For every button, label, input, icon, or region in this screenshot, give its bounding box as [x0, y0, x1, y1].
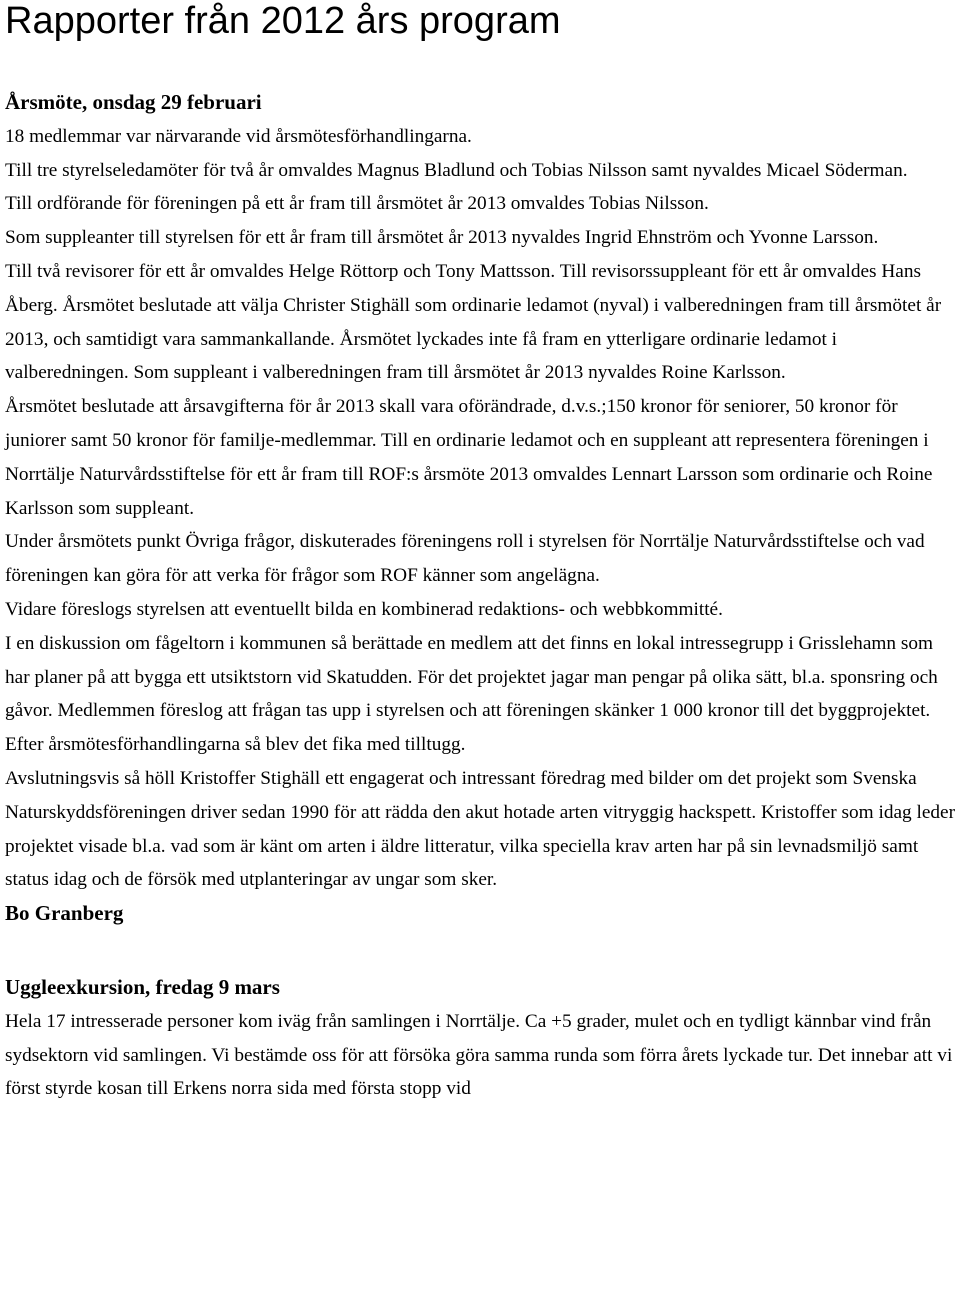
signature: Bo Granberg: [5, 901, 124, 926]
section-arsmote: [5, 86, 957, 931]
paragraph: I en diskussion om fågeltorn i kommunen så berättade en medlem att det finns en lokal intressegrupp i Grisslehamn som har planer på att bygga ett utsiktstorn vid Skatudden. För det projektet jagar man pengar på olika sätt, bl.a. sponsring och gåvor. Medlemmen föreslog att frågan tas upp i styrelsen och att föreningen skänker 1 000 kronor till det byggprojektet.: [5, 632, 938, 722]
section-heading: Årsmöte, onsdag 29 februari: [5, 90, 262, 114]
paragraph: Avslutningsvis så höll Kristoffer Stighäll ett engagerat och intressant föredrag med bilder om det projekt som Svenska Naturskyddsföreningen driver sedan 1990 för att rädda den akut hotade arten vitryggig hackspett. Kristoffer som idag leder projektet visade bl.a. vad som är känt om arten i äldre litteratur, vilka speciella krav arten har på sin levnadsmiljö samt status idag och de försök med utplanteringar av ungar som sker.: [5, 767, 956, 891]
paragraph: Till tre styrelseledamöter för två år omvaldes Magnus Bladlund och Tobias Nilsson samt nyvaldes Micael Söderman.: [5, 159, 908, 181]
paragraph: Till två revisorer för ett år omvaldes Helge Röttorp och Tony Mattsson. Till revisorssuppleant för ett år omvaldes Hans Åberg. Årsmötet beslutade att välja Christer Stighäll som ordinarie ledamot (nyval) i valberedningen fram till årsmötet år 2013, och samtidigt vara sammankallande. Årsmötet lyckades inte få fram en ytterligare ordinarie ledamot i valberedningen. Som suppleant i valberedningen fram till årsmötet år 2013 nyvaldes Roine Karlsson.: [5, 260, 942, 384]
page-title: Rapporter från 2012 års program: [5, 0, 561, 42]
paragraph: Vidare föreslogs styrelsen att eventuellt bilda en kombinerad redaktions- och webbkommitté.: [5, 598, 723, 620]
paragraph: Till ordförande för föreningen på ett år fram till årsmötet år 2013 omvaldes Tobias Nilsson.: [5, 193, 709, 215]
paragraph: Efter årsmötesförhandlingarna så blev det fika med tilltugg.: [5, 734, 466, 756]
paragraph: Hela 17 intresserade personer kom iväg från samlingen i Norrtälje. Ca +5 grader, mulet och en tydligt kännbar vind från sydsektorn vid samlingen. Vi bestämde oss för att försöka göra samma runda som förra årets lyckade tur. Det innebar att vi först styrde kosan till Erkens norra sida med första stopp vid: [5, 1010, 953, 1100]
paragraph: Som suppleanter till styrelsen för ett år fram till årsmötet år 2013 nyvaldes Ingrid Ehnström och Yvonne Larsson.: [5, 227, 879, 249]
paragraph: 18 medlemmar var närvarande vid årsmötesförhandlingarna.: [5, 125, 472, 147]
section-uggleexkursion: [5, 971, 957, 1106]
paragraph: Under årsmötets punkt Övriga frågor, diskuterades föreningens roll i styrelsen för Norrtälje Naturvårdsstiftelse och vad föreningen kan göra för att verka för frågor som ROF känner som angelägna.: [5, 531, 925, 587]
section-heading: Uggleexkursion, fredag 9 mars: [5, 974, 280, 999]
paragraph: Årsmötet beslutade att årsavgifterna för år 2013 skall vara oförändrade, d.v.s.;150 kronor för seniorer, 50 kronor för juniorer samt 50 kronor för familje-medlemmar. Till en ordinarie ledamot och en suppleant att representera föreningen i Norrtälje Naturvårdsstiftelse för ett år fram till ROF:s årsmöte 2013 omvaldes Lennart Larsson som ordinarie och Roine Karlsson som suppleant.: [5, 396, 933, 519]
document-body: [5, 0, 957, 1106]
